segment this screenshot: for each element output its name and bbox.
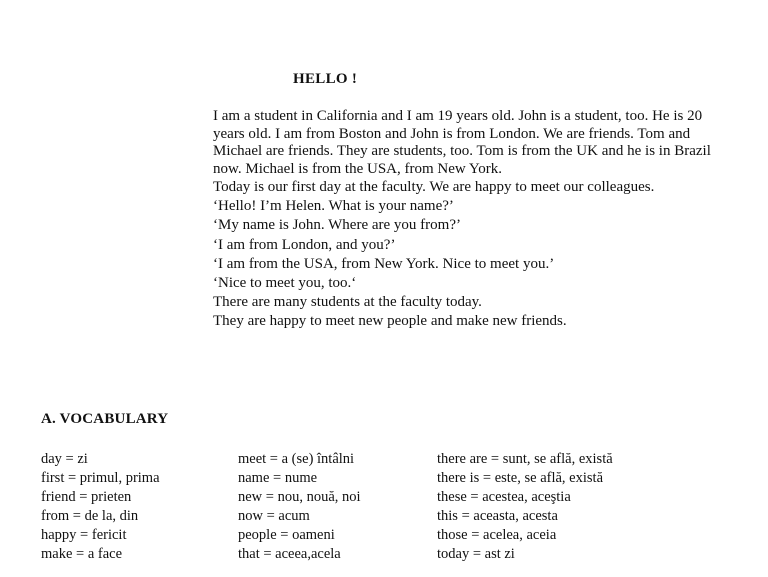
vocabulary-column-2 [238,450,361,564]
passage-intro-paragraph: I am a student in California and I am 19 years old. John is a student, too. He is 20 years old. I am from Boston and John is from London. We are friends. Tom and Michael are friends. They are students, too. Tom is from the UK and he is in Brazil now. Michael is from the USA, from New York. [213,108,711,177]
vocabulary-entry: day = zi [41,451,88,467]
vocabulary-entry: this = aceasta, acesta [437,508,558,524]
passage-dialogue-line: ‘Nice to meet you, too.‘ [213,275,357,292]
passage-dialogue-line: ‘I am from the USA, from New York. Nice to meet you.’ [213,255,555,272]
vocabulary-entry: first = primul, prima [41,470,160,486]
vocabulary-entry: name = nume [238,470,318,486]
vocabulary-entry: happy = fericit [41,527,127,543]
vocabulary-entry: those = acelea, aceia [437,527,557,543]
passage-line: There are many students at the faculty today. [213,294,482,311]
vocabulary-column-1 [41,450,160,564]
passage-dialogue-line: ‘Hello! I’m Helen. What is your name?’ [213,198,454,215]
vocabulary-entry: make = a face [41,546,123,562]
vocabulary-entry: meet = a (se) întâlni [238,451,355,467]
reading-passage [213,108,713,332]
vocabulary-entry: there is = este, se află, există [437,470,603,486]
vocabulary-entry: that = aceea,acela [238,546,341,562]
vocabulary-entry: there are = sunt, se află, există [437,451,613,467]
vocabulary-entry: from = de la, din [41,508,139,524]
vocabulary-entry: now = acum [238,508,310,524]
passage-dialogue-line: ‘I am from London, and you?’ [213,236,396,253]
vocabulary-entry: these = acestea, aceştia [437,489,571,505]
vocabulary-entry: today = ast zi [437,546,515,562]
vocabulary-entry: people = oameni [238,527,335,543]
passage-line: They are happy to meet new people and make new friends. [213,313,567,330]
document-title: HELLO ! [293,71,358,87]
vocabulary-column-3 [437,450,613,564]
passage-dialogue-line: ‘My name is John. Where are you from?’ [213,217,461,234]
vocabulary-entry: new = nou, nouă, noi [238,489,361,505]
vocabulary-heading: A. VOCABULARY [41,411,169,427]
passage-line: Today is our first day at the faculty. We are happy to meet our colleagues. [213,179,655,195]
vocabulary-entry: friend = prieten [41,489,132,505]
